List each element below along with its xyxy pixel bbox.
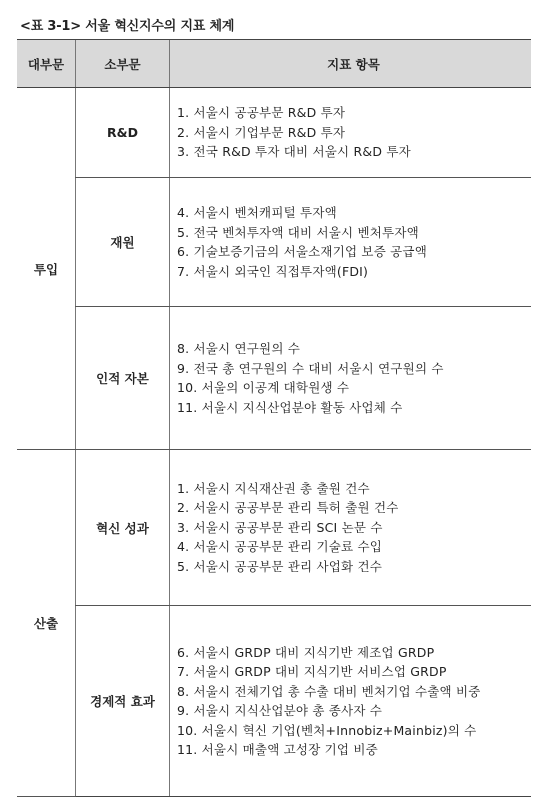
indicator-item: 8. 서울시 전체기업 총 수출 대비 벤처기업 수출액 비중 — [177, 683, 481, 699]
indicator-item: 1. 서울시 지식재산권 총 출원 건수 — [177, 480, 370, 496]
header-items: 지표 항목 — [170, 40, 532, 88]
indicator-item: 7. 서울시 GRDP 대비 지식기반 서비스업 GRDP — [177, 664, 447, 679]
major-category: 투입 — [17, 88, 76, 450]
indicator-list — [170, 606, 532, 797]
minor-category: R&D — [76, 88, 170, 178]
table-caption: <표 3-1> 서울 혁신지수의 지표 체계 — [20, 19, 235, 34]
indicator-list — [170, 178, 532, 307]
indicator-list — [170, 307, 532, 450]
indicator-item: 10. 서울의 이공계 대학원생 수 — [177, 380, 350, 395]
indicator-item: 5. 전국 벤처투자액 대비 서울시 벤처투자액 — [177, 224, 419, 240]
indicator-item: 9. 전국 총 연구원의 수 대비 서울시 연구원의 수 — [177, 360, 444, 376]
indicator-item: 1. 서울시 공공부문 R&D 투자 — [177, 105, 346, 121]
major-category: 산출 — [17, 450, 76, 797]
table-row — [17, 178, 531, 307]
indicator-item: 3. 전국 R&D 투자 대비 서울시 R&D 투자 — [177, 144, 411, 160]
table-row — [17, 450, 531, 606]
indicator-list — [170, 88, 532, 178]
table-row — [17, 307, 531, 450]
indicator-item: 9. 서울시 지식산업분야 총 종사자 수 — [177, 703, 383, 718]
header-minor: 소부문 — [76, 40, 170, 88]
table-row — [17, 606, 531, 797]
indicator-item: 3. 서울시 공공부문 관리 SCI 논문 수 — [177, 519, 383, 535]
table-row — [17, 88, 531, 178]
header-major: 대부문 — [17, 40, 76, 88]
indicator-item: 4. 서울시 공공부문 관리 기술료 수입 — [177, 539, 383, 555]
header-row — [17, 40, 531, 88]
indicator-item: 11. 서울시 지식산업분야 활동 사업체 수 — [177, 399, 403, 415]
minor-category: 혁신 성과 — [76, 450, 170, 606]
minor-category: 인적 자본 — [76, 307, 170, 450]
indicator-item: 6. 서울시 GRDP 대비 지식기반 제조업 GRDP — [177, 644, 435, 660]
indicator-item: 11. 서울시 매출액 고성장 기업 비중 — [177, 742, 378, 757]
indicator-table — [17, 39, 531, 797]
indicator-item: 4. 서울시 벤처캐피털 투자액 — [177, 205, 337, 220]
indicator-item: 6. 기술보증기금의 서울소재기업 보증 공급액 — [177, 244, 427, 259]
indicator-list — [170, 450, 532, 606]
indicator-item: 2. 서울시 공공부문 관리 특허 출원 건수 — [177, 500, 399, 516]
indicator-item: 8. 서울시 연구원의 수 — [177, 341, 301, 356]
indicator-item: 5. 서울시 공공부문 관리 사업화 건수 — [177, 558, 383, 574]
minor-category: 경제적 효과 — [76, 606, 170, 797]
indicator-item: 2. 서울시 기업부문 R&D 투자 — [177, 124, 346, 140]
indicator-item: 10. 서울시 혁신 기업(벤처+Innobiz+Mainbiz)의 수 — [177, 722, 477, 738]
indicator-item: 7. 서울시 외국인 직접투자액(FDI) — [177, 263, 369, 279]
minor-category: 재원 — [76, 178, 170, 307]
